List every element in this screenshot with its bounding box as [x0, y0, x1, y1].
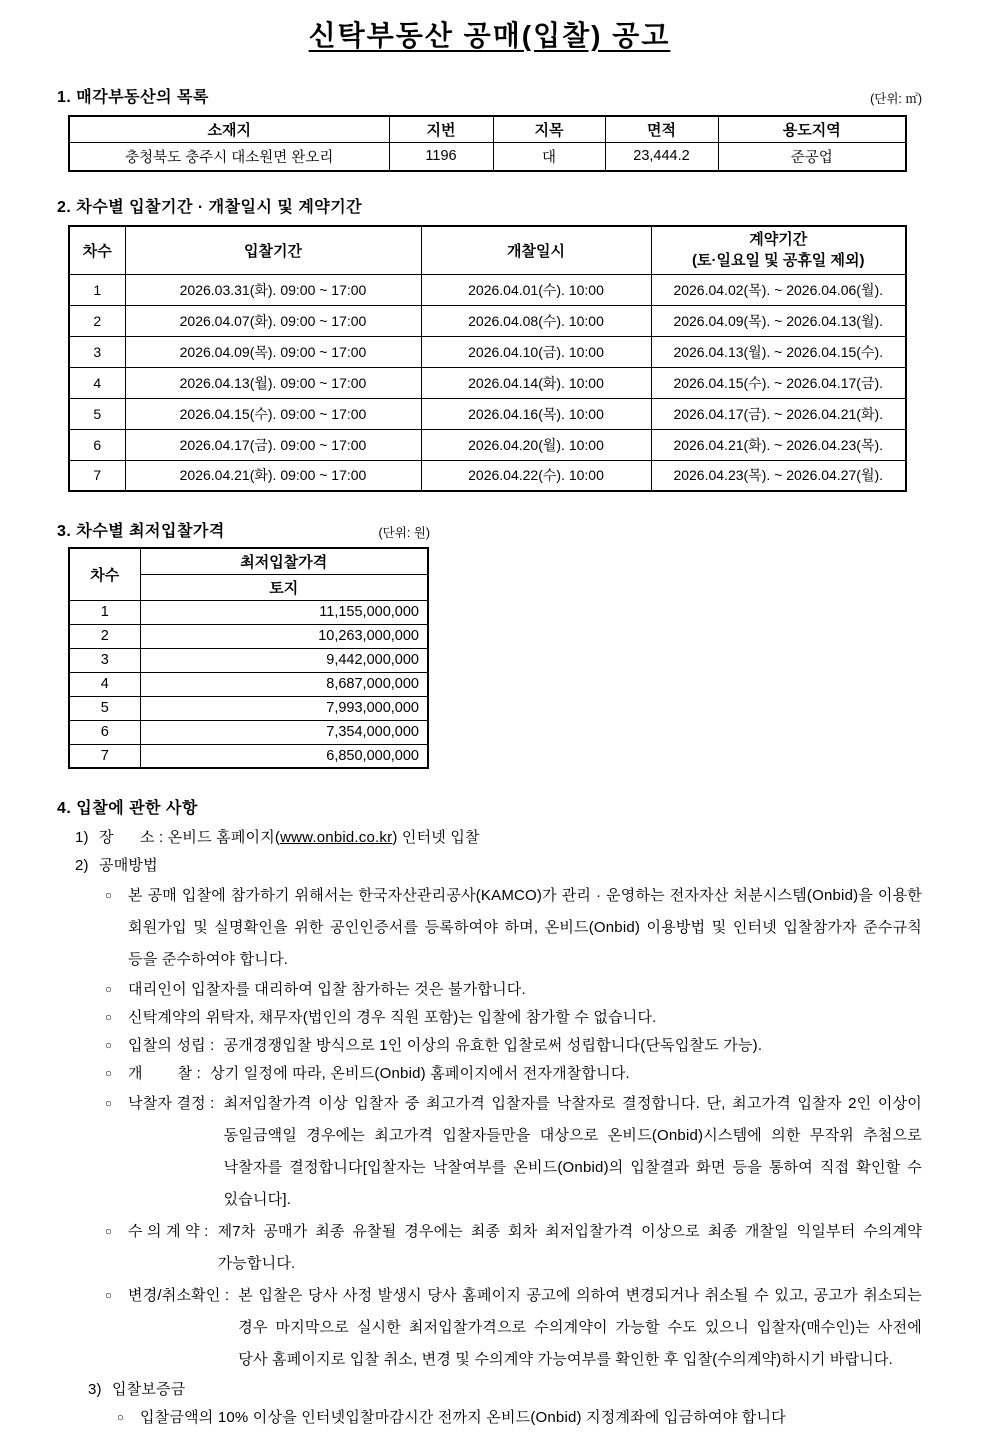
header-round: 차수	[69, 226, 125, 274]
cell-price: 10,263,000,000	[140, 624, 428, 648]
property-list-table	[68, 115, 907, 172]
cell-bid-period: 2026.03.31(화). 09:00 ~ 17:00	[125, 274, 421, 305]
bullet-label: 낙찰자 결정 :	[128, 1095, 215, 1112]
bullet-no-proxy	[105, 976, 922, 1004]
bullet-label: 입찰의 성립 :	[128, 1037, 215, 1054]
price-row	[69, 672, 428, 696]
cell-round: 6	[69, 720, 140, 744]
cell-opening-datetime: 2026.04.10(금). 10:00	[421, 336, 651, 367]
item-sale-method	[75, 852, 922, 880]
section2-heading-row	[57, 194, 922, 217]
section3-heading: 3. 차수별 최저입찰가격	[57, 523, 225, 540]
bullet-text: 상기 일정에 따라, 온비드(Onbid) 홈페이지에서 전자개찰합니다.	[210, 1065, 630, 1082]
cell-contract-period: 2026.04.09(목). ~ 2026.04.13(월).	[651, 305, 906, 336]
bullet-text: 공개경쟁입찰 방식으로 1인 이상의 유효한 입찰로써 성립합니다(단독입찰도 가능).	[223, 1037, 763, 1054]
cell-bid-period: 2026.04.07(화). 09:00 ~ 17:00	[125, 305, 421, 336]
section3-heading-row	[57, 518, 430, 541]
item-place-text	[99, 824, 480, 852]
circle-bullet-icon: ○	[105, 1012, 113, 1024]
cell-price: 6,850,000,000	[140, 744, 428, 768]
bid-schedule-header-row	[69, 226, 906, 274]
cell-contract-period: 2026.04.17(금). ~ 2026.04.21(화).	[651, 398, 906, 429]
cell-round: 6	[69, 429, 125, 460]
cell-round: 1	[69, 274, 125, 305]
price-table-header-row	[69, 548, 428, 574]
cell-price: 9,442,000,000	[140, 648, 428, 672]
header-lot-number: 지번	[389, 116, 493, 142]
cell-bid-period: 2026.04.09(목). 09:00 ~ 17:00	[125, 336, 421, 367]
cell-contract-period: 2026.04.21(화). ~ 2026.04.23(목).	[651, 429, 906, 460]
cell-contract-period: 2026.04.23(목). ~ 2026.04.27(월).	[651, 460, 906, 491]
bullet-no-trustor	[105, 1004, 922, 1032]
item-number: 3)	[88, 1381, 102, 1398]
cell-bid-period: 2026.04.13(월). 09:00 ~ 17:00	[125, 367, 421, 398]
cell-round: 4	[69, 672, 140, 696]
bullet-deposit-payment	[117, 1404, 922, 1432]
cell-round: 7	[69, 460, 125, 491]
bid-schedule-row	[69, 305, 906, 336]
header-opening-datetime: 개찰일시	[421, 226, 651, 274]
cell-round: 1	[69, 600, 140, 624]
cell-price: 11,155,000,000	[140, 600, 428, 624]
bid-schedule-row	[69, 398, 906, 429]
header-minimum-bid-price: 최저입찰가격	[140, 548, 428, 574]
bullet-text: 본 입찰은 당사 사정 발생시 당사 홈페이지 공고에 의하여 변경되거나 취소될 수 있고, 공고가 취소되는 경우 마지막으로 실시한 최저입찰가격으로 수의계약이 가능할 수도 있으니 입찰자(매수인)는 사전에 당사 홈페이지로 입찰 취소, 변경 및 수의계약 가능여부를 확인한 후 입찰(수의계약)하시기 바랍니다.	[238, 1287, 922, 1368]
bullet-text: 본 공매 입찰에 참가하기 위해서는 한국자산관리공사(KAMCO)가 관리 · 운영하는 전자자산 처분시스템(Onbid)을 이용한 회원가입 및 실명확인을 위한 공인인증서를 등록하여야 하며, 온비드(Onbid) 이용방법 및 인터넷 입찰참가자 준수규칙 등을 준수하여야 합니다.	[128, 887, 922, 968]
bullet-label: 변경/취소확인 :	[128, 1287, 230, 1304]
cell-contract-period: 2026.04.02(목). ~ 2026.04.06(월).	[651, 274, 906, 305]
cell-location: 충청북도 충주시 대소원면 완오리	[69, 142, 389, 171]
circle-bullet-icon: ○	[117, 1412, 125, 1424]
section2-heading: 2. 차수별 입찰기간 · 개찰일시 및 계약기간	[57, 199, 363, 216]
minimum-bid-price-table	[68, 547, 429, 769]
section1-unit-label: (단위: ㎡)	[870, 92, 922, 106]
circle-bullet-icon: ○	[105, 1040, 113, 1052]
header-contract-period	[651, 226, 906, 274]
page-title-text: 신탁부동산 공매(입찰) 공고	[308, 20, 671, 51]
cell-price: 7,354,000,000	[140, 720, 428, 744]
bullet-onbid-registration	[105, 880, 922, 976]
cell-price: 8,687,000,000	[140, 672, 428, 696]
section4-body	[57, 824, 922, 1432]
property-table-row	[69, 142, 906, 171]
property-table-header-row	[69, 116, 906, 142]
section3-unit-label: (단위: 원)	[378, 526, 430, 540]
circle-bullet-icon: ○	[105, 1068, 113, 1080]
bullet-private-contract	[105, 1216, 922, 1280]
cell-bid-period: 2026.04.21(화). 09:00 ~ 17:00	[125, 460, 421, 491]
header-contract-period-line1: 계약기간	[749, 231, 808, 249]
bullet-winner-decision	[105, 1088, 922, 1216]
item-place-prefix: 장 소 : 온비드 홈페이지(	[99, 829, 281, 846]
circle-bullet-icon: ○	[105, 984, 113, 996]
cell-opening-datetime: 2026.04.16(목). 10:00	[421, 398, 651, 429]
item-sale-method-text: 공매방법	[99, 857, 158, 874]
header-bid-period: 입찰기간	[125, 226, 421, 274]
bullet-text: 최저입찰가격 이상 입찰자 중 최고가격 입찰자를 낙찰자로 결정합니다. 단, 최고가격 입찰자 2인 이상이 동일금액일 경우에는 최고가격 입찰자들만을 대상으로 온비드(Onbid)시스템에 의한 무작위 추첨으로 낙찰자를 결정합니다[입찰자는 낙찰여부를 온비드(Onbid)의 입찰결과 화면 등을 통하여 직접 확인할 수 있습니다].	[223, 1095, 922, 1208]
bullet-text: 입찰금액의 10% 이상을 인터넷입찰마감시간 전까지 온비드(Onbid) 지정계좌에 입금하여야 합니다	[140, 1409, 786, 1426]
bullet-text: 대리인이 입찰자를 대리하여 입찰 참가하는 것은 불가합니다.	[128, 981, 526, 998]
cell-opening-datetime: 2026.04.01(수). 10:00	[421, 274, 651, 305]
cell-bid-period: 2026.04.17(금). 09:00 ~ 17:00	[125, 429, 421, 460]
cell-land-category: 대	[493, 142, 605, 171]
bid-schedule-row	[69, 460, 906, 491]
price-row	[69, 624, 428, 648]
cell-contract-period: 2026.04.15(수). ~ 2026.04.17(금).	[651, 367, 906, 398]
cell-price: 7,993,000,000	[140, 696, 428, 720]
section1-heading: 1. 매각부동산의 목록	[57, 89, 209, 106]
circle-bullet-icon: ○	[105, 890, 113, 902]
bid-schedule-row	[69, 367, 906, 398]
cell-round: 4	[69, 367, 125, 398]
item-place-suffix: ) 인터넷 입찰	[392, 829, 480, 846]
cell-area: 23,444.2	[605, 142, 718, 171]
header-area: 면적	[605, 116, 718, 142]
header-land-category: 지목	[493, 116, 605, 142]
cell-opening-datetime: 2026.04.14(화). 10:00	[421, 367, 651, 398]
onbid-url-link[interactable]: www.onbid.co.kr	[280, 829, 393, 846]
cell-bid-period: 2026.04.15(수). 09:00 ~ 17:00	[125, 398, 421, 429]
item-number: 2)	[75, 857, 89, 874]
circle-bullet-icon: ○	[105, 1098, 113, 1110]
cell-round: 5	[69, 696, 140, 720]
cell-lot-number: 1196	[389, 142, 493, 171]
cell-round: 5	[69, 398, 125, 429]
header-round: 차수	[69, 548, 140, 600]
cell-round: 3	[69, 336, 125, 367]
bullet-label: 수 의 계 약 :	[128, 1223, 209, 1240]
price-row	[69, 648, 428, 672]
bid-schedule-row	[69, 429, 906, 460]
circle-bullet-icon: ○	[105, 1226, 113, 1238]
cell-opening-datetime: 2026.04.20(월). 10:00	[421, 429, 651, 460]
page-title	[57, 14, 922, 54]
cell-opening-datetime: 2026.04.22(수). 10:00	[421, 460, 651, 491]
bullet-text: 신탁계약의 위탁자, 채무자(법인의 경우 직원 포함)는 입찰에 참가할 수 없습니다.	[128, 1009, 657, 1026]
item-bid-deposit	[88, 1376, 922, 1404]
section1-heading-row	[57, 84, 922, 107]
item-number: 1)	[75, 829, 89, 846]
cell-round: 2	[69, 624, 140, 648]
bullet-bid-validity	[105, 1032, 922, 1060]
section4-heading: 4. 입찰에 관한 사항	[57, 800, 198, 817]
item-bid-deposit-text: 입찰보증금	[112, 1381, 186, 1398]
price-row	[69, 696, 428, 720]
bullet-bid-opening	[105, 1060, 922, 1088]
price-row	[69, 744, 428, 768]
header-zoning: 용도지역	[718, 116, 906, 142]
price-row	[69, 600, 428, 624]
subheader-land: 토지	[140, 574, 428, 600]
bid-schedule-row	[69, 336, 906, 367]
circle-bullet-icon: ○	[105, 1290, 113, 1302]
bullet-label: 개 찰 :	[128, 1065, 202, 1082]
cell-round: 3	[69, 648, 140, 672]
cell-contract-period: 2026.04.13(월). ~ 2026.04.15(수).	[651, 336, 906, 367]
bullet-change-cancel	[105, 1280, 922, 1376]
header-contract-period-line2: (토·일요일 및 공휴일 제외)	[692, 252, 865, 270]
cell-zoning: 준공업	[718, 142, 906, 171]
bid-schedule-row	[69, 274, 906, 305]
price-row	[69, 720, 428, 744]
cell-opening-datetime: 2026.04.08(수). 10:00	[421, 305, 651, 336]
bid-schedule-table	[68, 225, 907, 492]
bullet-text: 제7차 공매가 최종 유찰될 경우에는 최종 회차 최저입찰가격 이상으로 최종 개찰일 익일부터 수의계약 가능합니다.	[217, 1223, 922, 1272]
item-place	[75, 824, 922, 852]
cell-round: 2	[69, 305, 125, 336]
header-location: 소재지	[69, 116, 389, 142]
cell-round: 7	[69, 744, 140, 768]
